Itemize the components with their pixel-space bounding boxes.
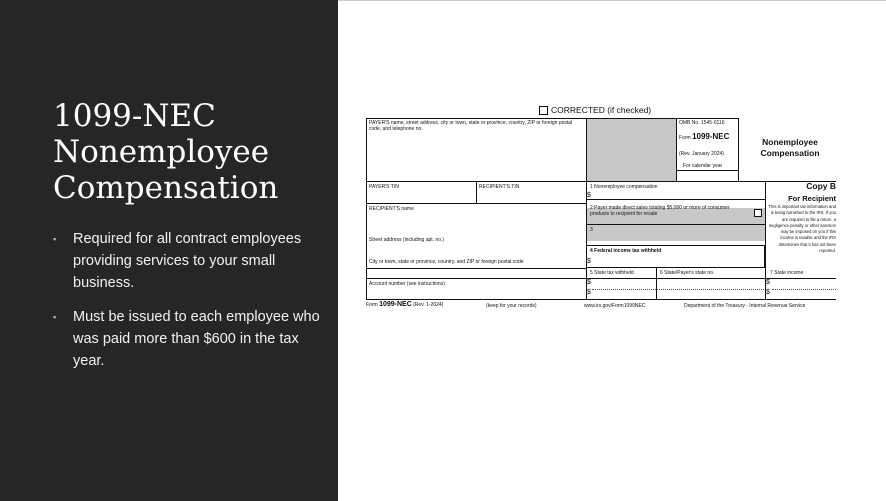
footer-url: www.irs.gov/Form1099NEC [584,303,646,309]
omb-label: OMB No. 1545-0116 [679,120,725,126]
box2-label: 2 Payer made direct sales totaling $5,000 or more of consumer products to recipient for resale [590,205,730,217]
rule [366,203,586,204]
box4-dollar: $ [587,258,591,265]
title-line-2: Nonemployee [53,134,270,170]
footer-form [366,301,443,309]
notice-text: This is important tax information and is being furnished to the IRS. If you are required to file a return, a negligence penalty or other sanction may be imposed on you if this income is taxable and the IRS determines that it has not been reported. [768,204,836,254]
rule [366,118,738,119]
box5-dollar-1: $ [587,279,591,286]
account-label: Account number (see instructions) [369,281,445,287]
box4-label: 4 Federal income tax withheld [590,248,662,254]
street-label: Street address (including apt. no.) [369,237,445,243]
footer-keep: (keep for your records) [486,303,537,309]
nec-title: Nonemployee Compensation [760,137,820,158]
rule [676,170,738,171]
dotted-divider [592,289,764,290]
rule [476,181,477,203]
title-line-1: 1099-NEC [53,98,216,134]
footer-dept: Department of the Treasury - Internal Revenue Service [684,303,806,309]
slide-dark-panel [0,0,338,501]
rule [586,224,765,225]
box1-dollar: $ [587,192,591,199]
rule [366,118,367,299]
bullet-marker-icon: ▪ [53,312,57,322]
bullet-text: Required for all contract employees providing services to your small business. [73,231,302,291]
title-line-3: Compensation [53,170,279,206]
rule [366,299,836,300]
box7-label: 7 State income [770,270,804,276]
bullet-list [53,228,328,384]
rule [656,268,657,299]
recipient-tin-label: RECIPIENT'S TIN [479,184,520,190]
bullet-marker-icon: ▪ [53,234,57,244]
bullet-item [53,306,328,372]
box7-dollar-2: $ [766,289,770,296]
corrected-label: CORRECTED (if checked) [551,105,652,115]
form-prefix: Form [679,135,691,141]
footer-form-prefix: Form [366,302,378,308]
city-label: City or town, state or province, country, and ZIP or foreign postal code [369,259,524,265]
form-number-label [679,132,729,143]
payer-tin-label: PAYER'S TIN [369,184,399,190]
for-recipient-label: For Recipient [788,194,836,203]
box5-label: 5 State tax withheld [590,270,634,276]
rule [676,118,677,182]
gray-shade [586,119,676,181]
payer-name-label: PAYER'S name, street address, city or town, state or province, country, ZIP or foreign postal code, and telephone no. [369,120,573,132]
corrected-checkbox[interactable] [539,106,548,115]
gray-shade [586,224,765,241]
box1-label: 1 Nonemployee compensation [590,184,658,190]
calendar-label: For calendar year [683,163,723,169]
rev-label: (Rev. January 2024) [679,151,724,157]
box2-checkbox[interactable] [754,209,762,217]
recipient-name-label: RECIPIENT'S name [369,206,414,212]
box7-dollar-1: $ [766,279,770,286]
footer-form-name: 1099-NEC [379,301,412,308]
box6-label: 6 State/Payer's state no. [660,270,715,276]
dotted-divider [772,289,836,290]
footer-rev: (Rev. 1-2024) [413,302,444,308]
box5-dollar-2: $ [587,289,591,296]
slide-title [53,98,333,206]
copy-b-label: Copy B [806,181,836,191]
box3-label: 3 [590,227,593,233]
form-name: 1099-NEC [692,132,730,141]
rule [586,118,587,299]
form-1099-nec-image [366,104,836,314]
bullet-item [53,228,328,294]
rule [738,118,739,182]
rule [586,199,765,200]
bullet-text: Must be issued to each employee who was paid more than $600 in the tax year. [73,309,320,369]
rule [366,268,586,269]
